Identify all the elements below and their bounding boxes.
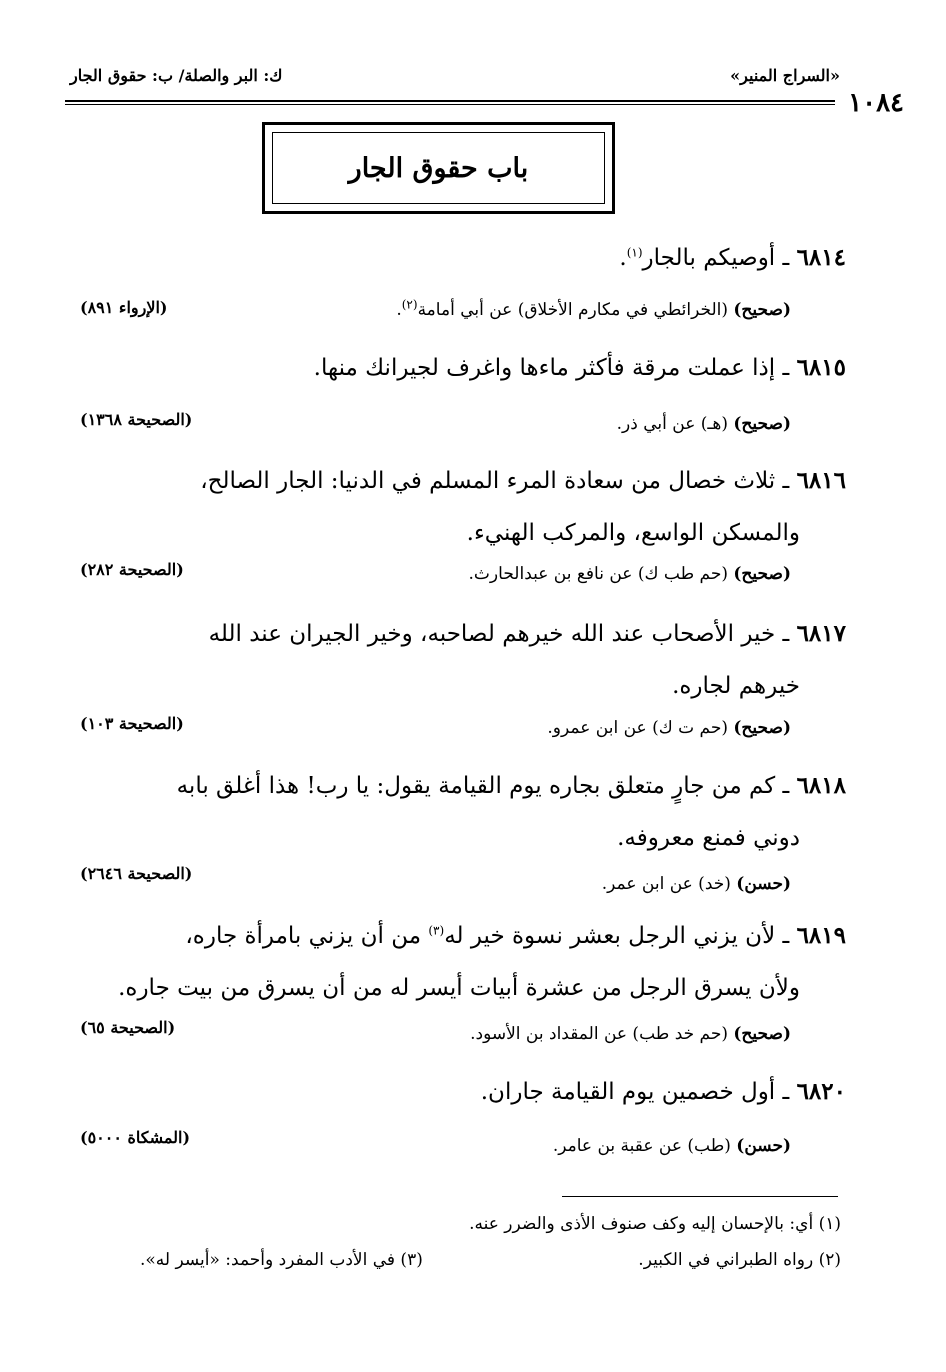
hadith-6818: ٦٨١٨ ـ كم من جارٍ متعلق بجاره يوم القيامة يقول: يا رب! هذا أغلق بابه دوني فمنع معروفه. [71,760,846,864]
hadith-source [470,1024,791,1044]
hadith-reference: (الصحيحة ٦٥) [80,1018,176,1037]
footnote-3 [140,1250,423,1270]
hadith-reference: (الإرواء ٨٩١) [80,298,168,317]
hadith-source [547,718,791,738]
hadith-text-line2: ولأن يسرق الرجل من عشرة أبيات أيسر له من أن يسرق من بيت جاره. [118,975,800,1001]
hadith-reference: (الصحيحة ١٠٣) [80,714,184,733]
footnote-rule [562,1196,838,1197]
hadith-source [469,564,791,584]
footnote-marker: (٣) [428,923,445,938]
footnote-marker: (٢) [401,297,418,312]
hadith-source [617,414,791,434]
hadith-number: ٦٨١٤ [796,244,846,271]
hadith-source [553,1136,791,1156]
source-text: (خد) عن ابن عمر. [601,874,731,894]
hadith-reference: (المشكاة ٥٠٠٠) [80,1128,191,1147]
chapter-title-inner-frame [272,132,605,204]
footnote-number: (٢) [818,1250,841,1270]
header-rule [65,100,835,102]
running-header [70,66,900,98]
hadith-grade: (حسن) [736,1136,791,1156]
hadith-reference: (الصحيحة ١٣٦٨) [80,410,193,429]
source-text: (حم ت ك) عن ابن عمرو. [547,718,728,738]
hadith-source [602,874,791,894]
footnote-marker: (١) [626,245,643,260]
hadith-grade: (صحيح) [733,564,791,584]
hadith-number: ٦٨١٦ [796,467,846,494]
hadith-number: ٦٨٢٠ [796,1078,846,1105]
hadith-number: ٦٨١٥ [796,354,846,381]
hadith-grade: (صحيح) [733,1024,791,1044]
chapter-title: باب حقوق الجار [348,152,529,184]
hadith-text: خير الأصحاب عند الله خيرهم لصاحبه، وخير الجيران عند الله [208,621,776,647]
hadith-6814: ٦٨١٤ ـ أوصيكم بالجار$^{(١)}$. [619,244,846,271]
hadith-text: إذا عملت مرقة فأكثر ماءها واغرف لجيرانك منها. [313,355,776,381]
hadith-text: ثلاث خصال من سعادة المرء المسلم في الدنيا: الجار الصالح، [200,468,776,494]
hadith-text: كم من جارٍ متعلق بجاره يوم القيامة يقول: يا رب! هذا أغلق بابه [176,773,776,799]
source-text: (الخرائطي في مكارم الأخلاق) عن أبي أمامة [417,300,728,320]
footnote-text: أي: بالإحسان إليه وكف صنوف الأذى والضرر عنه. [469,1214,814,1234]
header-rule-thin [65,104,835,105]
footnote-text: رواه الطبراني في الكبير. [638,1250,814,1270]
page-number: ١٠٨٤ [848,88,904,118]
hadith-text: أول خصمين يوم القيامة جاران. [480,1079,776,1105]
hadith-source: (صحيح) (الخرائطي في مكارم الأخلاق) عن أبي أمامة$^{(٢)}$. [396,297,791,320]
footnote-2 [638,1250,841,1270]
hadith-6817: ٦٨١٧ ـ خير الأصحاب عند الله خيرهم لصاحبه، وخير الجيران عند الله خيرهم لجاره. [71,608,846,712]
chapter-title-frame [262,122,615,214]
hadith-6816: ٦٨١٦ ـ ثلاث خصال من سعادة المرء المسلم في الدنيا: الجار الصالح، والمسكن الواسع، والمركب الهنيء. [71,455,846,559]
hadith-6815: ٦٨١٥ ـ إذا عملت مرقة فأكثر ماءها واغرف لجيرانك منها. [313,354,846,381]
header-section-path: ك: البر والصلة/ ب: حقوق الجار [70,66,283,85]
hadith-number: ٦٨١٧ [796,620,846,647]
source-text: (حم خد طب) عن المقداد بن الأسود. [470,1024,728,1044]
hadith-text-line2: دوني فمنع معروفه. [617,825,800,851]
hadith-text-line2: والمسكن الواسع، والمركب الهنيء. [466,520,800,546]
footnote-text: في الأدب المفرد وأحمد: «أيسر له». [140,1250,396,1270]
hadith-reference: (الصحيحة ٢٦٤٦) [80,864,193,883]
source-text: (حم طب ك) عن نافع بن عبدالحارث. [468,564,728,584]
hadith-text: لأن يزني الرجل بعشر نسوة خير له [444,923,776,949]
hadith-number: ٦٨١٩ [796,922,846,949]
hadith-grade: (حسن) [736,874,791,894]
hadith-grade: (صحيح) [733,718,791,738]
hadith-text: أوصيكم بالجار [642,245,776,271]
hadith-grade: (صحيح) [733,300,791,320]
footnote-number: (١) [818,1214,841,1234]
hadith-6820: ٦٨٢٠ ـ أول خصمين يوم القيامة جاران. [480,1078,846,1105]
hadith-text-continued: من أن يزني بامرأة جاره، [185,923,429,949]
footnote-number: (٣) [400,1250,423,1270]
hadith-reference: (الصحيحة ٢٨٢) [80,560,184,579]
source-text: (طب) عن عقبة بن عامر. [552,1136,731,1156]
hadith-6819: ٦٨١٩ ـ لأن يزني الرجل بعشر نسوة خير له$^{(٣)}$ من أن يزني بامرأة جاره، ولأن يسرق الرجل من عشرة أبيات أيسر له من أن يسرق من بيت جاره. [71,910,846,1014]
source-text: (هـ) عن أبي ذر. [616,414,728,434]
hadith-text-line2: خيرهم لجاره. [672,673,800,699]
hadith-number: ٦٨١٨ [796,772,846,799]
hadith-grade: (صحيح) [733,414,791,434]
footnote-1 [469,1214,841,1234]
header-book-title: «السراج المنير» [730,66,840,85]
